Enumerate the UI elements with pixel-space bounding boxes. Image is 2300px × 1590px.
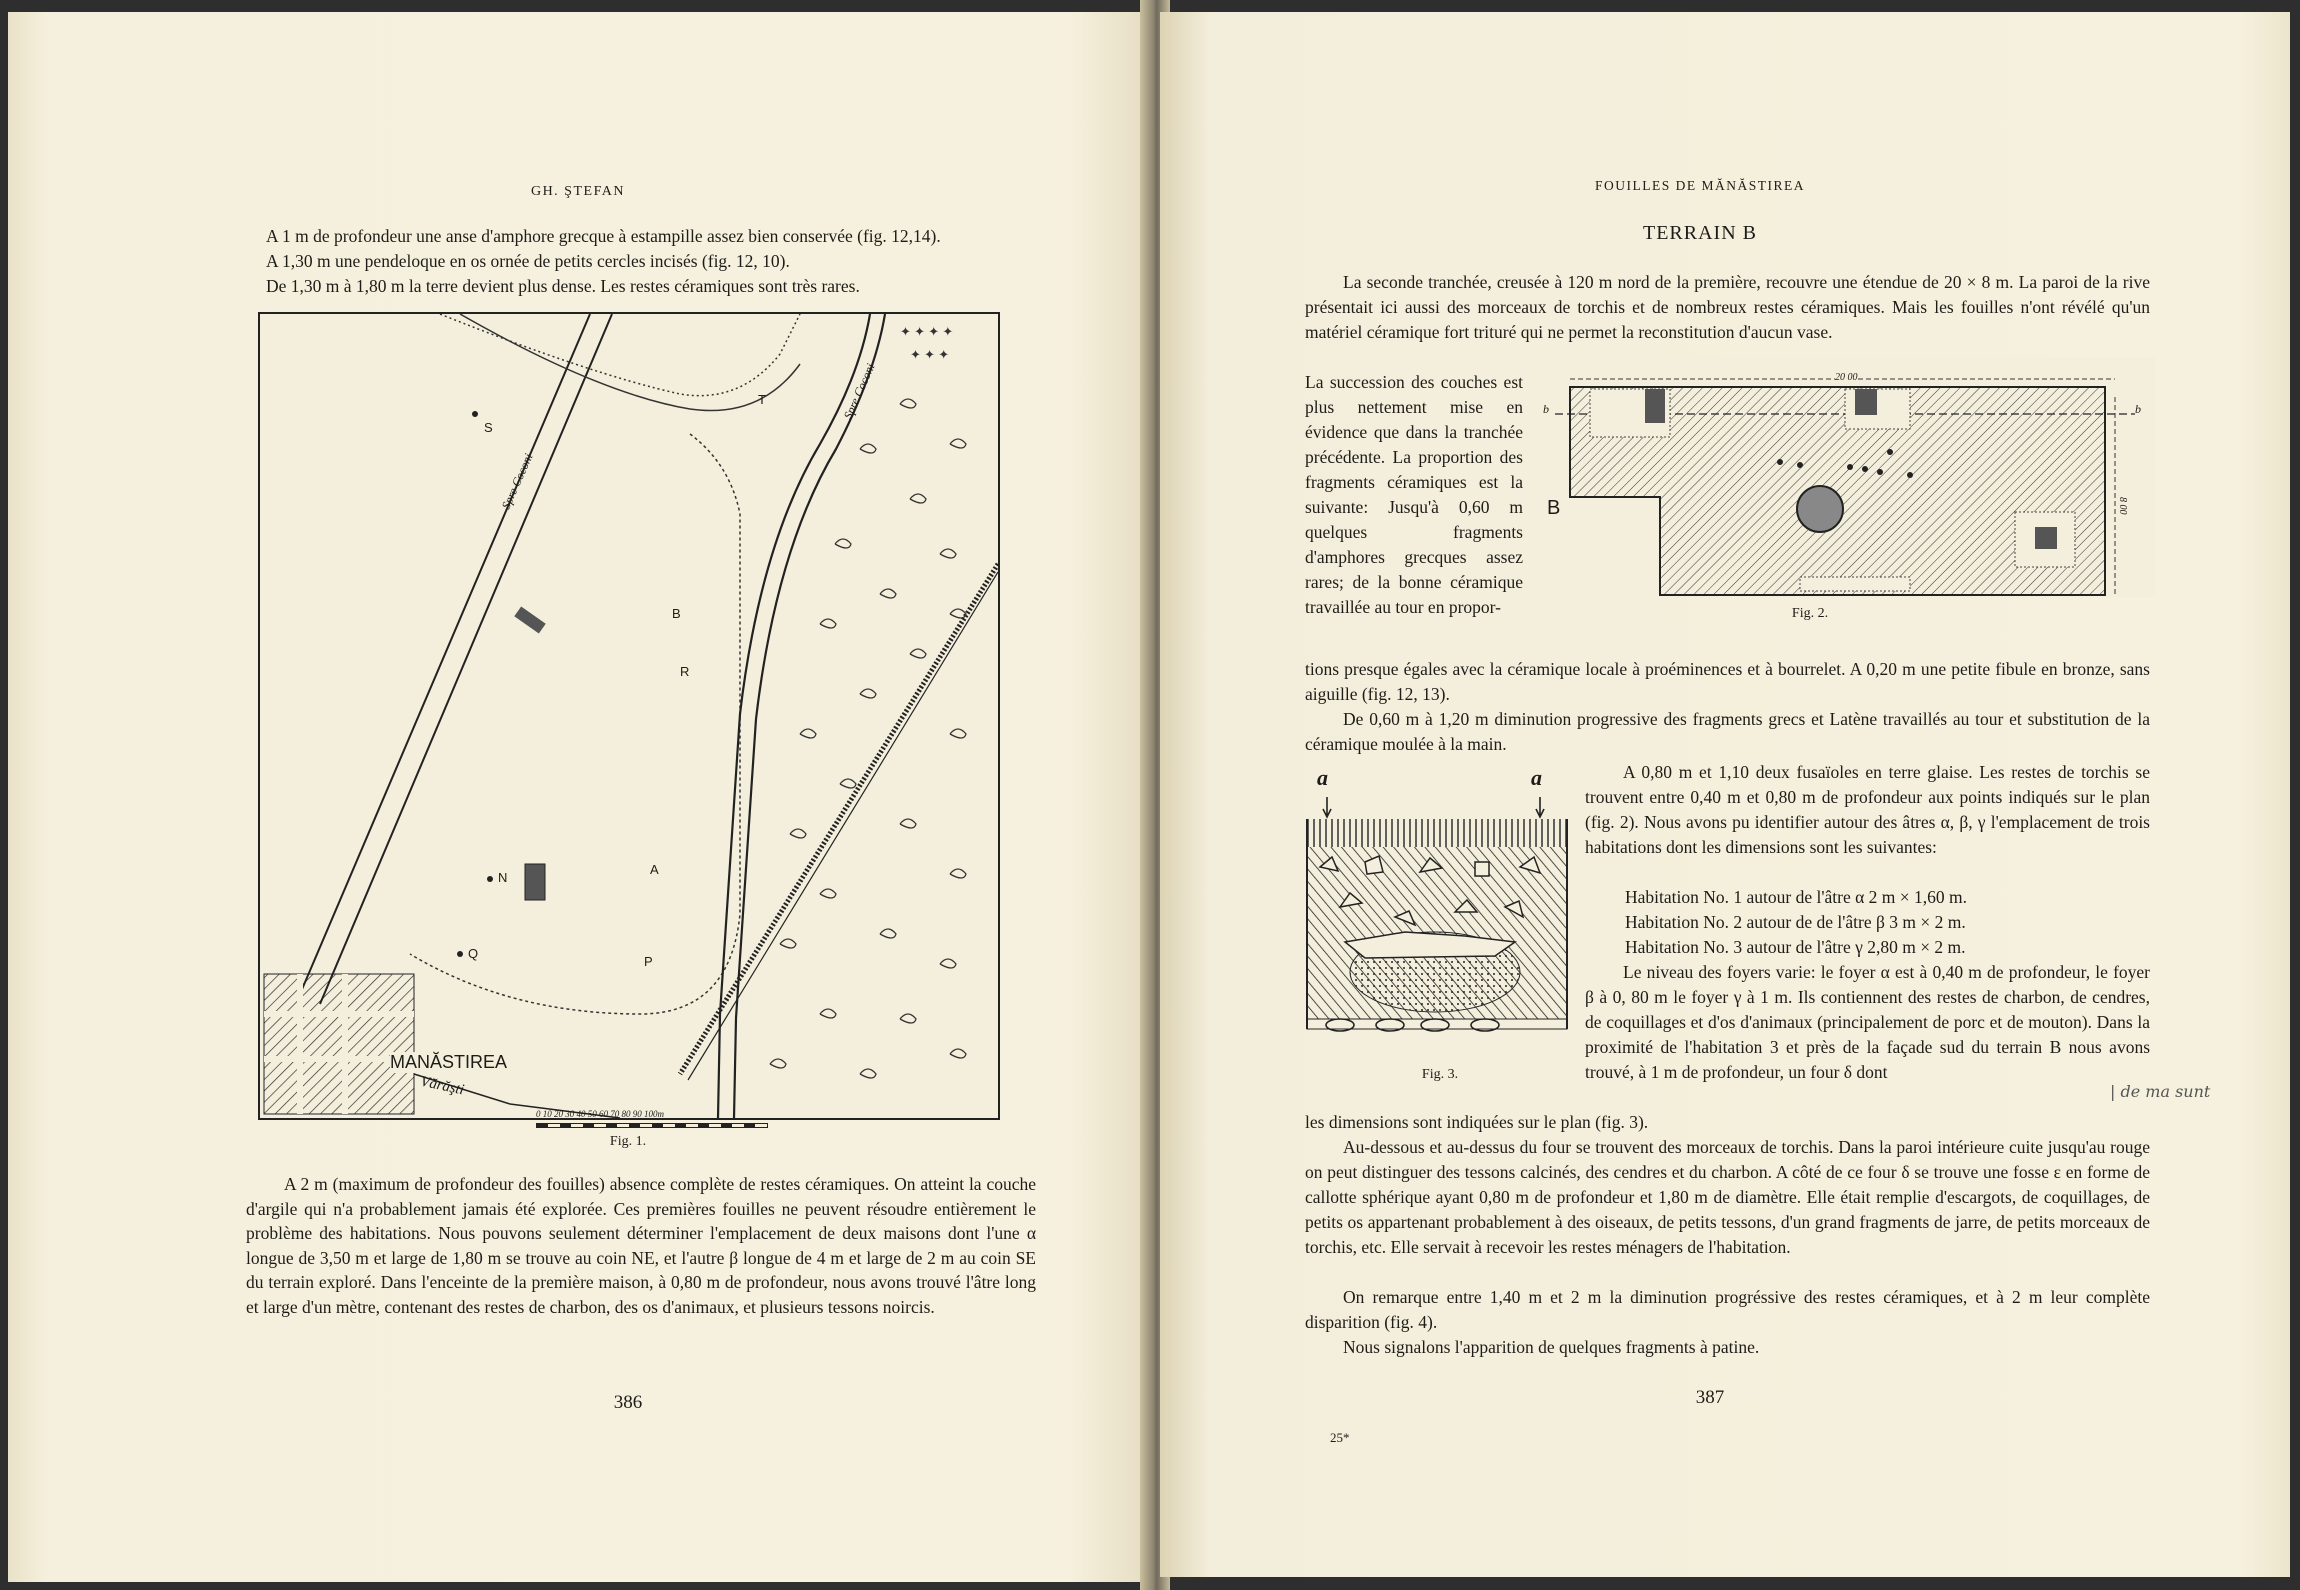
map-scale-bar <box>536 1109 766 1133</box>
right-page <box>1160 12 2290 1577</box>
fig-2-label-b-left: b <box>1543 402 1549 416</box>
fig-3-caption: Fig. 3. <box>1421 1067 1459 1082</box>
fig-3-label-a: a <box>1317 765 1328 790</box>
map-point-s: S <box>484 420 493 435</box>
right-para-6: Au-dessous et au-dessus du four se trouvent des morceaux de torchis. Dans la paroi intérieure cuite jusqu'au rouge on peut distinguer des tessons calcinés, des cendres et du charbon. A côté de ce four δ se trouve une fosse ε en forme de callotte sphérique ayant 0,80 m de profondeur et 1,80 m de diamètre. Elle était remplie d'escargots, de coquillages, de petits os appartenant probablement à des oiseaux, de petits tessons, d'un grand fragments de jarre, de petits morceaux de torchis, etc. Elle servait à recevoir les restes ménagers de l'habitation. <box>1305 1137 2150 1257</box>
plan-drawing <box>1535 357 2155 597</box>
map-label-road-3: Spre Coconi <box>840 361 878 422</box>
right-folio: 387 <box>1695 1387 1725 1408</box>
map-label-road: Vărăşti <box>418 1073 466 1099</box>
habitation-3: Habitation No. 3 autour de l'âtre γ 2,80 m × 2 m. <box>1625 937 1966 957</box>
fig-2-dim-height: 8 00 <box>2117 497 2128 515</box>
fig-1-caption: Fig. 1. <box>609 1134 647 1149</box>
section-drawing <box>1305 767 1570 1057</box>
map-point-n: N <box>498 870 508 885</box>
map-label-road-2: Spre Coconi <box>498 451 536 512</box>
right-para-5-cont: les dimensions sont indiquées sur le plan (fig. 3). <box>1305 1112 1649 1132</box>
scale-label: 0 10 20 30 40 50 60 70 80 90 100m <box>536 1109 664 1119</box>
right-para-4-side: A 0,80 m et 1,10 deux fusaïoles en terre glaise. Les restes de torchis se trouvent entre 0,40 m et 0,80 m de profondeur aux points indiqués sur le plan (fig. 2). Nous avons pu identifier autour des âtres α, β, γ l'emplacement de trois habitations dont les dimensions sont les suivantes: <box>1585 762 2150 857</box>
figure-2-plan <box>1535 357 2155 597</box>
right-para-7: On remarque entre 1,40 m et 2 m la diminution progréssive des restes céramiques, et à 2 m leur complète disparition (fig. 4). <box>1305 1287 2150 1332</box>
left-folio: 386 <box>613 1392 643 1413</box>
fig-2-dim-width: 20 00 <box>1835 372 1858 383</box>
right-para-1: La seconde tranchée, creusée à 120 m nord de la première, recouvre une étendue de 20 × 8 m. La paroi de la rive présentait ici aussi des morceaux de torchis et de nombreux restes céramiques. Mais les fouilles n'ont révélé qu'un matériel céramique fort trituré qui ne permet la reconstitution d'aucun vase. <box>1305 272 2150 342</box>
fig-3-label-a-2: a <box>1531 765 1542 790</box>
map-point-b: B <box>672 606 681 621</box>
left-line-3: De 1,30 m à 1,80 m la terre devient plus dense. Les restes céramiques sont très rares. <box>266 276 860 296</box>
handwritten-margin-note: | de ma sunt <box>2110 1082 2211 1101</box>
map-point-a: A <box>650 862 659 877</box>
signature-mark: 25* <box>1330 1430 1350 1445</box>
figure-1-map <box>258 312 1000 1120</box>
svg-text:✦ ✦ ✦ ✦: ✦ ✦ ✦ ✦ <box>900 324 954 339</box>
habitations-list <box>1625 885 2150 960</box>
map-label-town: MANĂSTIREA <box>390 1052 508 1072</box>
left-bottom-paragraph: A 2 m (maximum de profondeur des fouilles) absence complète de restes céramiques. On atteint la couche d'argile qui n'a probablement jamais été explorée. Ces premières fouilles ne peuvent résoudre entièrement le problème des habitations. Nous pouvons seulement déterminer l'emplacement de deux maisons dont l'une α longue de 3,50 m et large de 1,80 m se trouve au coin NE, et l'autre β longue de 4 m et large de 2 m au coin SE du terrain exploré. Dans l'enceinte de la première maison, à 0,80 m de profondeur, nous avons trouvé l'âtre long et large d'un mètre, contenant des restes de charbon, des os d'animaux, et plusieurs tessons noircis. <box>246 1174 1036 1317</box>
fig-2-label-b: B <box>1547 497 1561 519</box>
habitation-2: Habitation No. 2 autour de de l'âtre β 3 m × 2 m. <box>1625 912 1966 932</box>
right-para-8: Nous signalons l'apparition de quelques fragments à patine. <box>1343 1337 1760 1357</box>
fig-2-caption: Fig. 2. <box>1791 606 1829 621</box>
section-title: TERRAIN B <box>1643 222 1757 244</box>
svg-text:✦ ✦ ✦: ✦ ✦ ✦ <box>910 347 950 362</box>
left-line-1: A 1 m de profondeur une anse d'amphore grecque à estampille assez bien conservée (fig. 12,14). <box>266 226 941 246</box>
fig-2-label-b-right: b <box>2135 402 2141 416</box>
right-para-2-cont: tions presque égales avec la céramique locale à proéminences et à bourrelet. A 0,20 m une petite fibule en bronze, sans aiguille (fig. 12, 13). <box>1305 659 2150 704</box>
map-point-t: T <box>758 392 766 407</box>
right-para-2-side: La succession des couches est plus nettement mise en évidence que dans la tranchée précédente. La proportion des fragments céramiques est la suivante: Jusqu'à 0,60 m quelques fragments d'amphores grecques assez rares; de la bonne céramique travaillée au tour en propor- <box>1305 372 1523 617</box>
habitation-1: Habitation No. 1 autour de l'âtre α 2 m × 1,60 m. <box>1625 887 1967 907</box>
map-point-q: Q <box>468 946 479 961</box>
right-para-3: De 0,60 m à 1,20 m diminution progressive des fragments grecs et Latène travaillés au tour et substitution de la céramique moulée à la main. <box>1305 709 2150 754</box>
left-running-header: GH. ŞTEFAN <box>530 184 626 199</box>
left-line-2: A 1,30 m une pendeloque en os ornée de petits cercles incisés (fig. 12, 10). <box>266 251 790 271</box>
map-drawing <box>260 314 998 1118</box>
right-running-header: FOUILLES DE MĂNĂSTIREA <box>1595 178 1805 193</box>
map-point-p: P <box>644 954 653 969</box>
left-top-paragraphs <box>266 224 1026 299</box>
figure-3-section <box>1305 767 1570 1057</box>
map-point-r: R <box>680 664 690 679</box>
left-page <box>8 12 1156 1582</box>
right-para-5-side: Le niveau des foyers varie: le foyer α est à 0,40 m de profondeur, le foyer β à 0, 80 m le foyer γ à 1 m. Ils contiennent des restes de charbon, de cendres, de coquillages et d'os d'animaux (principalement de porc et de mouton). Dans la proximité de l'habitation 3 et près de la façade sud du terrain B nous avons trouvé, à 1 m de profondeur, un four δ dont <box>1585 962 2150 1082</box>
